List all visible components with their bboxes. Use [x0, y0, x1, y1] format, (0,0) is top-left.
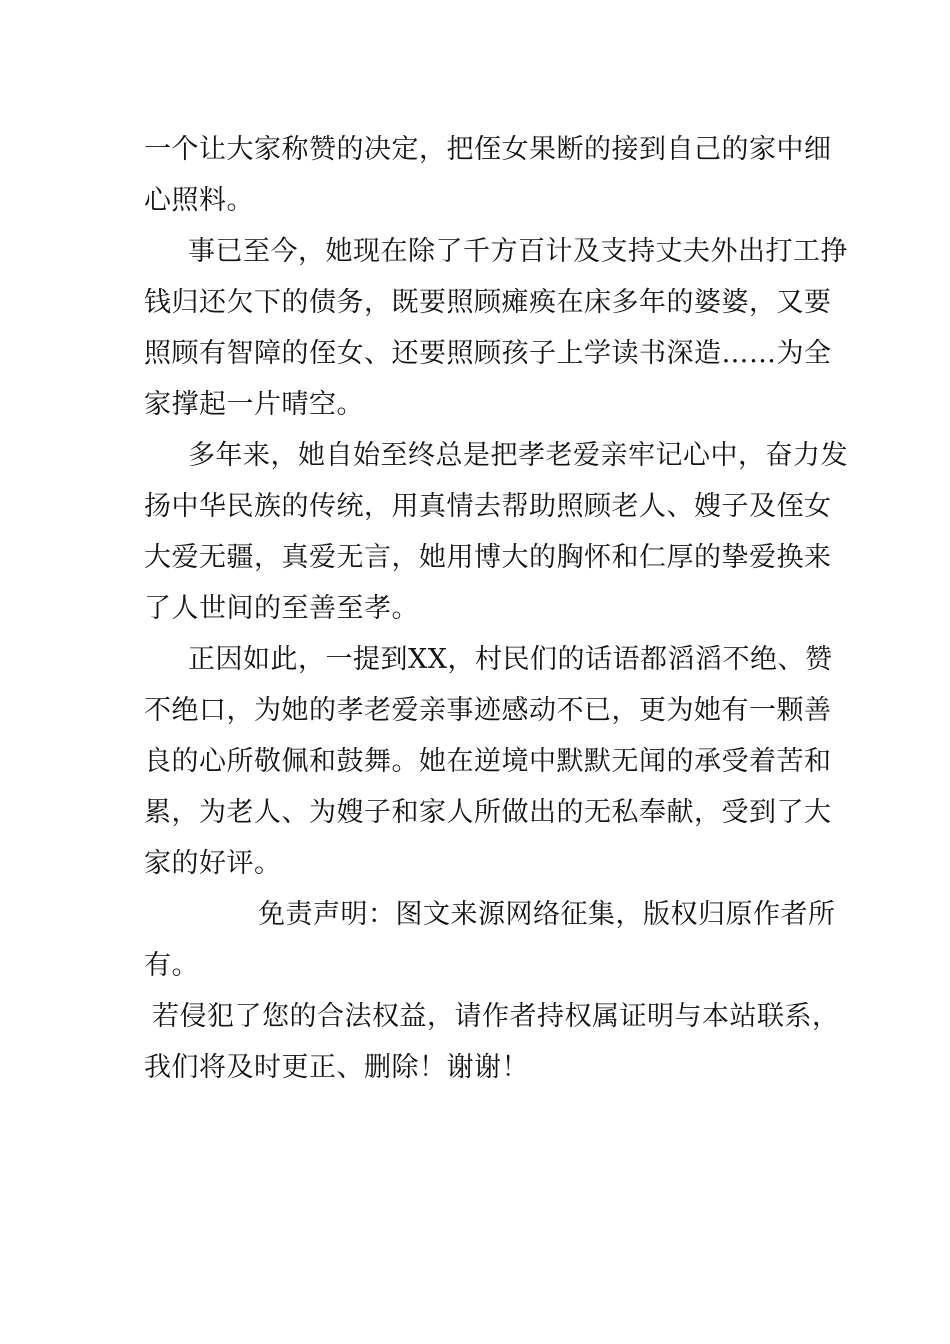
text-line: 家撑起一片晴空。: [144, 389, 364, 420]
text-line: 不绝口，为她的孝老爱亲事迹感动不已，更为她有一颗善: [144, 695, 832, 726]
text-line: 有。: [144, 950, 199, 981]
text-line: 免责声明：图文来源网络征集，版权归原作者所: [258, 899, 836, 930]
text-line: 一个让大家称赞的决定，把侄女果断的接到自己的家中细: [144, 134, 832, 165]
text-line: 累，为老人、为嫂子和家人所做出的无私奉献，受到了大: [144, 797, 832, 828]
text-line: 大爱无疆，真爱无言，她用博大的胸怀和仁厚的挚爱换来: [144, 542, 832, 573]
text-line: 钱归还欠下的债务，既要照顾瘫痪在床多年的婆婆，又要: [144, 287, 832, 318]
paragraph-1: [144, 124, 832, 226]
paragraph-4: [144, 634, 833, 889]
text-line: 照顾有智障的侄女、还要照顾孩子上学读书深造……为全: [144, 338, 832, 369]
text-line: 良的心所敬佩和鼓舞。她在逆境中默默无闻的承受着苦和: [144, 746, 832, 777]
article-body: [144, 124, 848, 1093]
infringement-notice: [144, 991, 840, 1093]
disclaimer: [144, 889, 836, 991]
paragraph-2: [144, 226, 848, 430]
text-line: 若侵犯了您的合法权益，请作者持权属证明与本站联系，: [152, 1001, 840, 1032]
text-line: 我们将及时更正、删除！谢谢！: [144, 1052, 529, 1083]
text-line: 心照料。: [144, 185, 254, 216]
text-line: 家的好评。: [144, 848, 282, 879]
text-line: 正因如此，一提到XX，村民们的话语都滔滔不绝、赞: [188, 644, 833, 675]
text-line: 了人世间的至善至孝。: [144, 593, 419, 624]
text-line: 事已至今，她现在除了千方百计及支持丈夫外出打工挣: [188, 236, 848, 267]
text-line: 扬中华民族的传统，用真情去帮助照顾老人、嫂子及侄女: [144, 491, 832, 522]
paragraph-3: [144, 430, 848, 634]
text-line: 多年来，她自始至终总是把孝老爱亲牢记心中，奋力发: [188, 440, 848, 471]
